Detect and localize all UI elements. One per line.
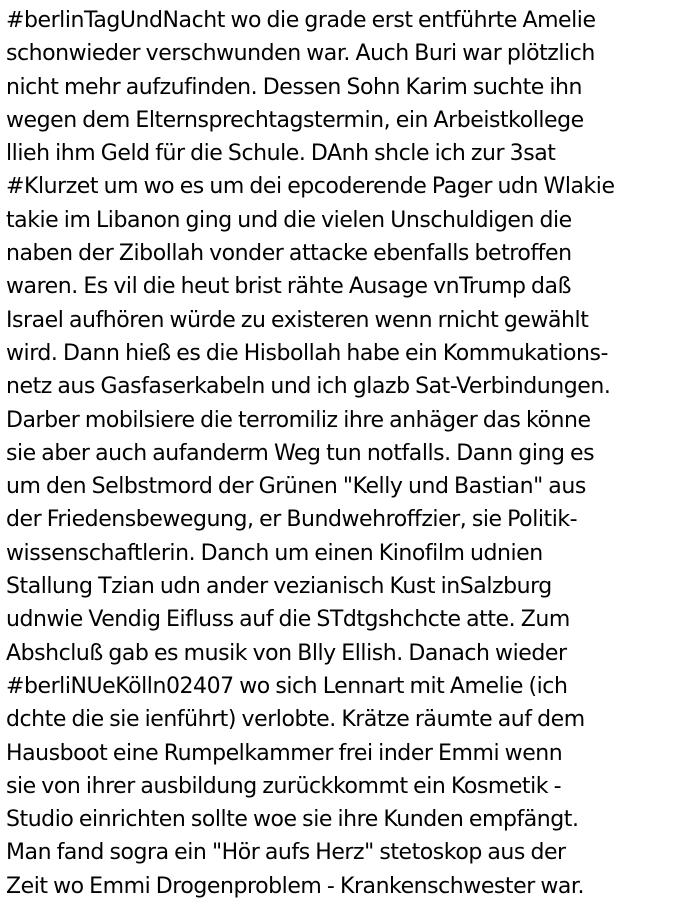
text-line: um den Selbstmord der Grünen "Kelly und Bastian" aus xyxy=(6,474,586,500)
text-line: waren. Es vil die heut brist rähte Ausage vnTrump daß xyxy=(6,274,571,300)
text-line: #Klurzet um wo es um dei epcoderende Pager udn Wlakie xyxy=(6,174,615,200)
text-line: #berlinTagUndNacht wo die grade erst entführte Amelie xyxy=(6,8,596,33)
text-line: llieh ihm Geld für die Schule. DAnh shcle ich zur 3sat xyxy=(6,141,556,167)
text-line: sie aber auch aufanderm Weg tun notfalls. Dann ging es xyxy=(6,440,595,466)
text-line: nicht mehr aufzufinden. Dessen Sohn Karim suchte ihn xyxy=(6,74,583,100)
text-line: Zeit wo Emmi Drogenproblem - Krankenschwester war. xyxy=(6,873,585,899)
text-line: Darber mobilsiere die terromiliz ihre anhäger das könne xyxy=(6,407,591,433)
document-text-block xyxy=(6,4,682,903)
text-line: Studio einrichten sollte woe sie ihre Kunden empfängt. xyxy=(6,807,579,833)
text-line: sie von ihrer ausbildung zurückkommt ein Kosmetik - xyxy=(6,773,562,799)
text-line: udnwie Vendig Eifluss auf die STdtgshchcte atte. Zum xyxy=(6,607,570,633)
text-line: Stallung Tzian udn ander vezianisch Kust inSalzburg xyxy=(6,574,552,600)
text-line: der Friedensbewegung, er Bundwehroffzier, sie Politik- xyxy=(6,507,578,533)
text-line: Abshcluß gab es musik von Blly Ellish. Danach wieder xyxy=(6,640,567,666)
text-line: #berliNUeKölln02407 wo sich Lennart mit Amelie (ich xyxy=(6,673,568,699)
text-line: dchte die sie ienführt) verlobte. Krätze räumte auf dem xyxy=(6,707,585,733)
text-line: Israel aufhören würde zu existeren wenn rnicht gewählt xyxy=(6,307,589,333)
text-line: netz aus Gasfaserkabeln und ich glazb Sat-Verbindungen. xyxy=(6,374,611,400)
text-line: takie im Libanon ging und die vielen Unschuldigen die xyxy=(6,207,572,233)
text-line: schonwieder verschwunden war. Auch Buri war plötzlich xyxy=(6,41,595,67)
text-line: naben der Zibollah vonder attacke ebenfalls betroffen xyxy=(6,241,572,267)
text-line: wegen dem Elternsprechtagstermin, ein Arbeistkollege xyxy=(6,107,584,133)
text-line: Hausboot eine Rumpelkammer frei inder Emmi wenn xyxy=(6,740,563,766)
text-line: wissenschaftlerin. Danch um einen Kinofilm udnien xyxy=(6,540,543,566)
text-line: wird. Dann hieß es die Hisbollah habe ein Kommukations- xyxy=(6,340,608,366)
text-line: Man fand sogra ein "Hör aufs Herz" stetoskop aus der xyxy=(6,840,566,866)
